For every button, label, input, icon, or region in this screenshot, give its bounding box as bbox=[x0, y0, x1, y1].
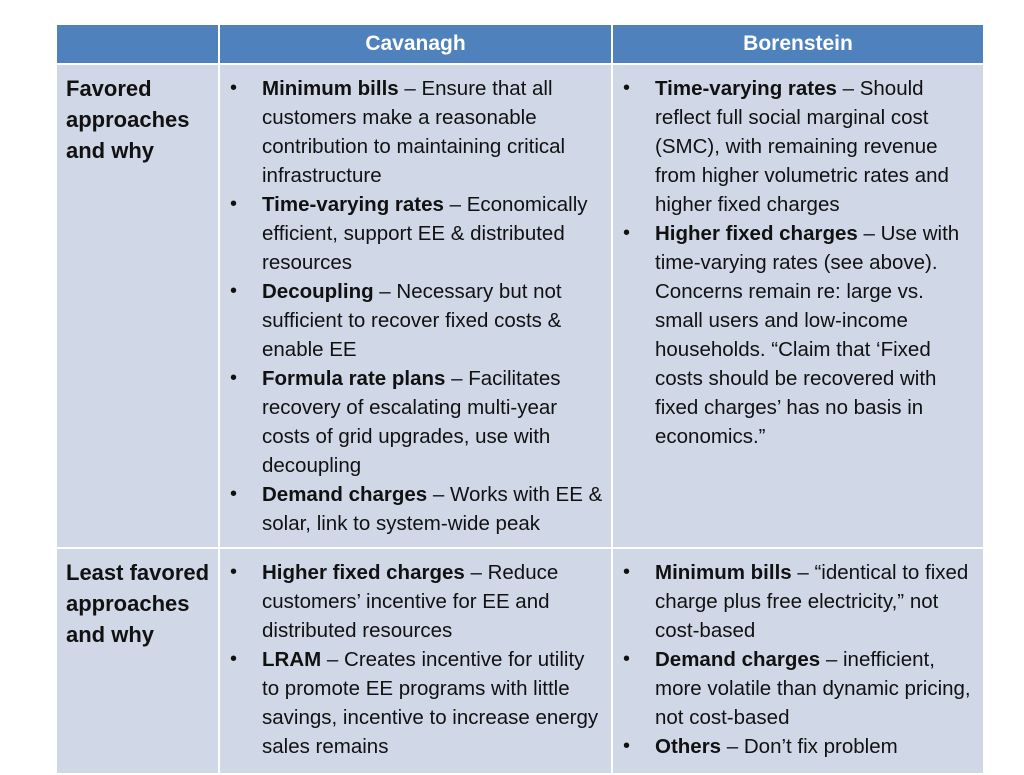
item-term: Demand charges bbox=[655, 648, 821, 671]
favored-cavanagh-list bbox=[220, 65, 611, 544]
row-label-least-favored: Least favored approaches and why bbox=[56, 548, 219, 774]
item-term: Time-varying rates bbox=[655, 77, 837, 100]
favored-borenstein-list bbox=[613, 65, 983, 457]
row-label-favored: Favored approaches and why bbox=[56, 64, 219, 548]
list-item bbox=[613, 74, 975, 219]
item-text: – inefficient, more volatile than dynamic pricing, not cost-based bbox=[655, 648, 971, 729]
item-text: – Economically efficient, support EE & distributed resources bbox=[262, 193, 588, 274]
list-item bbox=[220, 364, 603, 480]
item-term: Formula rate plans bbox=[262, 367, 446, 390]
item-term: LRAM bbox=[262, 648, 322, 671]
item-text: – Use with time-varying rates (see above). Concerns remain re: large vs. small users and low-income households. “Claim that ‘Fixed costs should be recovered with fixed charges’ has no basis in economics.” bbox=[655, 222, 960, 448]
comparison-table bbox=[55, 23, 985, 775]
list-item bbox=[220, 190, 603, 277]
item-term: Minimum bills bbox=[655, 561, 792, 584]
item-term: Higher fixed charges bbox=[262, 561, 465, 584]
item-text: – Reduce customers’ incentive for EE and distributed resources bbox=[262, 561, 559, 642]
header-borenstein: Borenstein bbox=[612, 24, 984, 64]
item-term: Demand charges bbox=[262, 483, 428, 506]
item-text: – Ensure that all customers make a reasonable contribution to maintaining critical infrastructure bbox=[262, 77, 566, 187]
least-favored-row bbox=[56, 548, 984, 774]
favored-cavanagh-cell bbox=[219, 64, 612, 548]
favored-borenstein-cell bbox=[612, 64, 984, 548]
list-item bbox=[613, 732, 975, 761]
header-row bbox=[56, 24, 984, 64]
list-item bbox=[220, 645, 603, 761]
item-term: Higher fixed charges bbox=[655, 222, 858, 245]
least-borenstein-list bbox=[613, 549, 983, 767]
item-text: – Works with EE & solar, link to system-wide peak bbox=[262, 483, 603, 535]
item-term: Minimum bills bbox=[262, 77, 399, 100]
list-item bbox=[613, 645, 975, 732]
item-term: Time-varying rates bbox=[262, 193, 444, 216]
least-borenstein-cell bbox=[612, 548, 984, 774]
header-cavanagh: Cavanagh bbox=[219, 24, 612, 64]
item-term: Decoupling bbox=[262, 280, 374, 303]
item-text: – Don’t fix problem bbox=[721, 735, 898, 758]
item-term: Others bbox=[655, 735, 722, 758]
list-item bbox=[613, 558, 975, 645]
item-text: – Necessary but not sufficient to recover fixed costs & enable EE bbox=[262, 280, 562, 361]
list-item bbox=[220, 74, 603, 190]
list-item bbox=[220, 277, 603, 364]
item-text: – “identical to fixed charge plus free electricity,” not cost-based bbox=[655, 561, 969, 642]
list-item bbox=[220, 480, 603, 538]
item-text: – Creates incentive for utility to promote EE programs with little savings, incentive to increase energy sales remains bbox=[262, 648, 599, 758]
least-cavanagh-cell bbox=[219, 548, 612, 774]
least-cavanagh-list bbox=[220, 549, 611, 767]
favored-row bbox=[56, 64, 984, 548]
list-item bbox=[613, 219, 975, 451]
header-corner-cell bbox=[56, 24, 219, 64]
list-item bbox=[220, 558, 603, 645]
item-text: – Facilitates recovery of escalating multi-year costs of grid upgrades, use with decoupling bbox=[262, 367, 561, 477]
item-text: – Should reflect full social marginal cost (SMC), with remaining revenue from higher volumetric rates and higher fixed charges bbox=[655, 77, 949, 216]
